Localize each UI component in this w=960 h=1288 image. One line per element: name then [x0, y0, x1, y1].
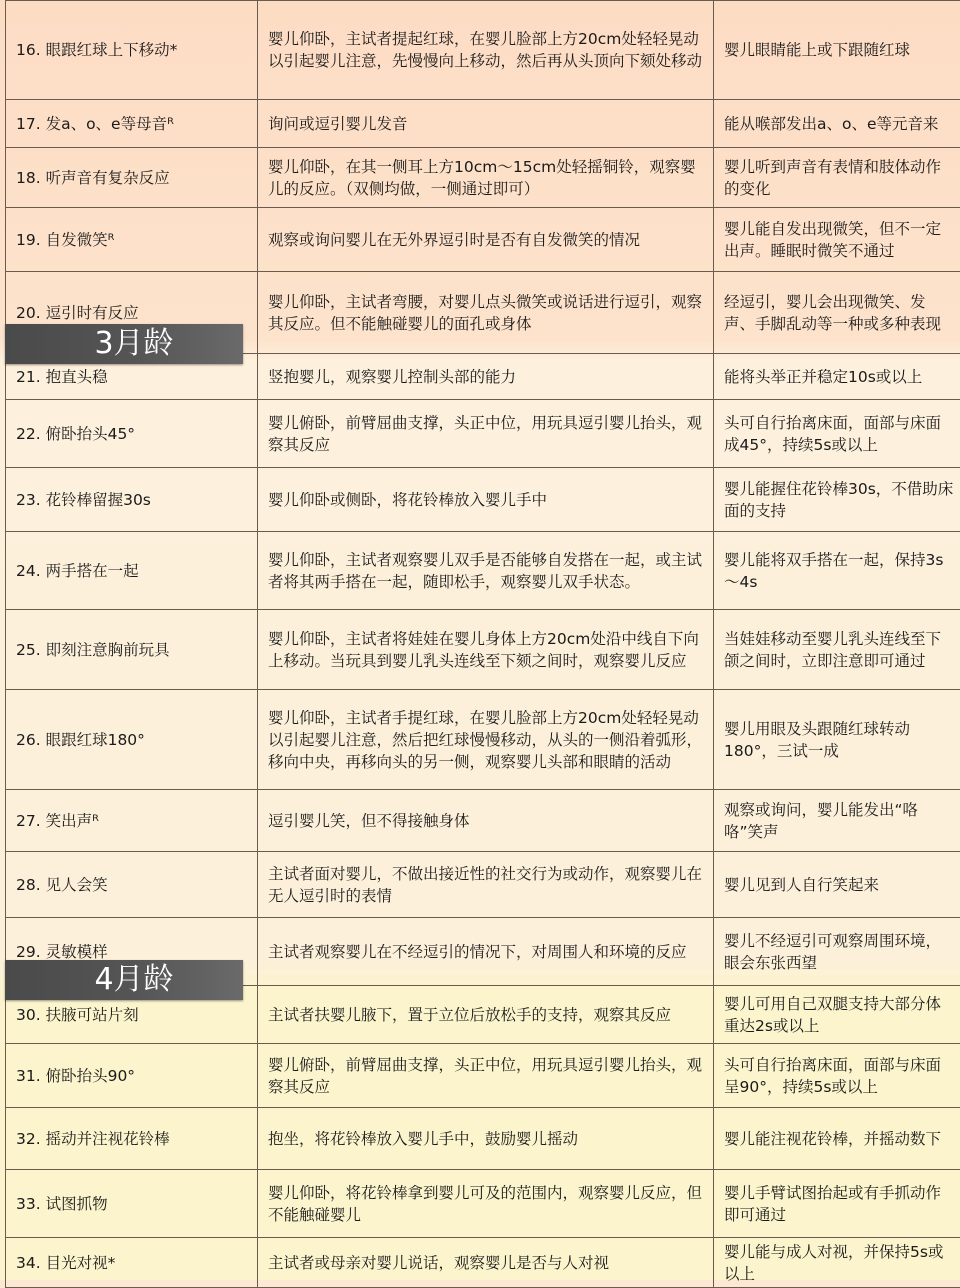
result-cell: 婴儿能注视花铃棒，并摇动数下	[714, 1108, 960, 1170]
method-cell: 婴儿俯卧，前臂屈曲支撑，头正中位，用玩具逗引婴儿抬头，观察其反应	[258, 400, 714, 468]
table-row	[6, 1108, 960, 1170]
item-cell: 23. 花铃棒留握30s	[6, 468, 258, 532]
result-cell: 婴儿用眼及头跟随红球转动180°，三试一成	[714, 690, 960, 790]
item-cell: 29. 灵敏模样	[6, 918, 258, 986]
result-cell: 婴儿可用自己双腿支持大部分体重达2s或以上	[714, 986, 960, 1044]
item-cell: 22. 俯卧抬头45°	[6, 400, 258, 468]
method-cell: 婴儿仰卧，在其一侧耳上方10cm～15cm处轻摇铜铃，观察婴儿的反应。（双侧均做，一侧通过即可）	[258, 148, 714, 208]
method-cell: 婴儿仰卧或侧卧，将花铃棒放入婴儿手中	[258, 468, 714, 532]
item-cell: 21. 抱直头稳	[6, 354, 258, 400]
item-cell: 33. 试图抓物	[6, 1170, 258, 1238]
result-cell: 婴儿不经逗引可观察周围环境，眼会东张西望	[714, 918, 960, 986]
result-cell: 婴儿能自发出现微笑，但不一定出声。睡眠时微笑不通过	[714, 208, 960, 272]
method-cell: 婴儿仰卧，主试者将娃娃在婴儿身体上方20cm处沿中线自下向上移动。当玩具到婴儿乳头连线至下颏之间时，观察婴儿反应	[258, 610, 714, 690]
item-cell: 28. 见人会笑	[6, 852, 258, 918]
method-cell: 婴儿仰卧，主试者提起红球，在婴儿脸部上方20cm处轻轻晃动以引起婴儿注意，先慢慢向上移动，然后再从头顶向下颏处移动	[258, 1, 714, 100]
method-cell: 主试者面对婴儿，不做出接近性的社交行为或动作，观察婴儿在无人逗引时的表情	[258, 852, 714, 918]
method-cell: 询问或逗引婴儿发音	[258, 100, 714, 148]
method-cell: 婴儿仰卧，将花铃棒拿到婴儿可及的范围内，观察婴儿反应，但不能触碰婴儿	[258, 1170, 714, 1238]
method-cell: 婴儿仰卧，主试者观察婴儿双手是否能够自发搭在一起，或主试者将其两手搭在一起，随即松手，观察婴儿双手状态。	[258, 532, 714, 610]
table-row	[6, 468, 960, 532]
table-row	[6, 148, 960, 208]
result-cell: 婴儿能与成人对视，并保持5s或以上	[714, 1238, 960, 1288]
item-cell: 18. 听声音有复杂反应	[6, 148, 258, 208]
method-cell: 婴儿俯卧，前臂屈曲支撑，头正中位，用玩具逗引婴儿抬头，观察其反应	[258, 1044, 714, 1108]
result-cell: 能将头举正并稳定10s或以上	[714, 354, 960, 400]
item-cell: 27. 笑出声ᴿ	[6, 790, 258, 852]
item-cell: 24. 两手搭在一起	[6, 532, 258, 610]
table-row	[6, 400, 960, 468]
result-cell: 能从喉部发出a、o、e等元音来	[714, 100, 960, 148]
table-row	[6, 1044, 960, 1108]
assessment-table	[5, 0, 960, 1288]
item-cell: 30. 扶腋可站片刻	[6, 986, 258, 1044]
item-cell: 26. 眼跟红球180°	[6, 690, 258, 790]
result-cell: 头可自行抬离床面，面部与床面呈90°，持续5s或以上	[714, 1044, 960, 1108]
table-body	[6, 1, 960, 1288]
method-cell: 抱坐，将花铃棒放入婴儿手中，鼓励婴儿摇动	[258, 1108, 714, 1170]
item-cell: 19. 自发微笑ᴿ	[6, 208, 258, 272]
age-band-label: 4月龄	[74, 960, 173, 1000]
table-row	[6, 690, 960, 790]
item-cell: 17. 发a、o、e等母音ᴿ	[6, 100, 258, 148]
result-cell: 婴儿见到人自行笑起来	[714, 852, 960, 918]
method-cell: 竖抱婴儿，观察婴儿控制头部的能力	[258, 354, 714, 400]
result-cell: 头可自行抬离床面，面部与床面成45°，持续5s或以上	[714, 400, 960, 468]
item-cell: 16. 眼跟红球上下移动*	[6, 1, 258, 100]
method-cell: 逗引婴儿笑，但不得接触身体	[258, 790, 714, 852]
table-row	[6, 100, 960, 148]
item-cell: 25. 即刻注意胸前玩具	[6, 610, 258, 690]
result-cell: 经逗引，婴儿会出现微笑、发声、手脚乱动等一种或多种表现	[714, 272, 960, 354]
result-cell: 当娃娃移动至婴儿乳头连线至下颌之间时，立即注意即可通过	[714, 610, 960, 690]
result-cell: 婴儿听到声音有表情和肢体动作的变化	[714, 148, 960, 208]
table-row	[6, 1, 960, 100]
item-cell: 34. 目光对视*	[6, 1238, 258, 1288]
method-cell: 主试者观察婴儿在不经逗引的情况下，对周围人和环境的反应	[258, 918, 714, 986]
result-cell: 观察或询问，婴儿能发出“咯咯”笑声	[714, 790, 960, 852]
result-cell: 婴儿能握住花铃棒30s，不借助床面的支持	[714, 468, 960, 532]
age-band-3-months	[5, 324, 243, 364]
method-cell: 婴儿仰卧，主试者弯腰，对婴儿点头微笑或说话进行逗引，观察其反应。但不能触碰婴儿的面孔或身体	[258, 272, 714, 354]
result-cell: 婴儿眼睛能上或下跟随红球	[714, 1, 960, 100]
table-row	[6, 1170, 960, 1238]
table-row	[6, 208, 960, 272]
table-row	[6, 790, 960, 852]
item-cell: 20. 逗引时有反应	[6, 272, 258, 354]
table-row	[6, 1238, 960, 1288]
method-cell: 婴儿仰卧，主试者手提红球，在婴儿脸部上方20cm处轻轻晃动以引起婴儿注意，然后把红球慢慢移动，从头的一侧沿着弧形，移向中央，再移向头的另一侧，观察婴儿头部和眼睛的活动	[258, 690, 714, 790]
age-band-label: 3月龄	[74, 324, 173, 364]
age-band-4-months	[5, 960, 243, 1000]
table-row	[6, 610, 960, 690]
item-cell: 31. 俯卧抬头90°	[6, 1044, 258, 1108]
item-cell: 32. 摇动并注视花铃棒	[6, 1108, 258, 1170]
method-cell: 主试者扶婴儿腋下，置于立位后放松手的支持，观察其反应	[258, 986, 714, 1044]
table-row	[6, 532, 960, 610]
result-cell: 婴儿手臂试图抬起或有手抓动作即可通过	[714, 1170, 960, 1238]
method-cell: 主试者或母亲对婴儿说话，观察婴儿是否与人对视	[258, 1238, 714, 1288]
method-cell: 观察或询问婴儿在无外界逗引时是否有自发微笑的情况	[258, 208, 714, 272]
table-row	[6, 852, 960, 918]
result-cell: 婴儿能将双手搭在一起，保持3s～4s	[714, 532, 960, 610]
